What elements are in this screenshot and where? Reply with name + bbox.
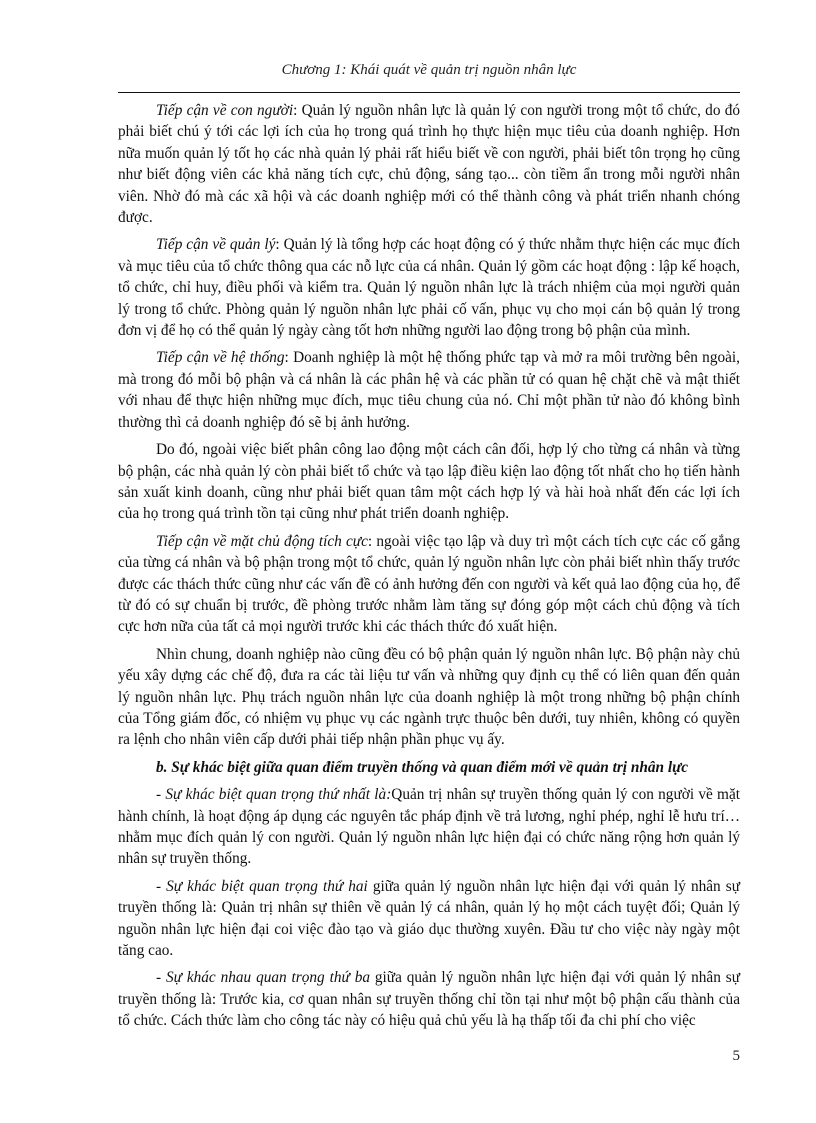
paragraph-lead: Tiếp cận về quản lý	[156, 236, 276, 254]
paragraph-text: Nhìn chung, doanh nghiệp nào cũng đều có bộ phận quản lý nguồn nhân lực. Bộ phận này chủ yếu xây dựng các chế độ, đưa ra các tài liệu tư vấn và những quy định cụ thể có liên quan đến quản lý nguồn nhân lực. Phụ trách nguồn nhân lực của doanh nghiệp là một trong những bộ phận chính của Tổng giám đốc, có nhiệm vụ phục vụ các ngành trực thuộc bên dưới, tuy nhiên, không có quyền ra lệnh cho nhân viên cấp dưới phải tiếp nhận phần phục vụ ấy.	[118, 645, 740, 749]
difference-item	[118, 784, 740, 870]
paragraph-text: : Quản lý nguồn nhân lực là quản lý con người trong một tổ chức, do đó phải biết chú ý tới các lợi ích của họ trong quá trình họ thực hiện mục tiêu của doanh nghiệp. Hơn nữa muốn quản lý tốt họ các nhà quản lý phải rất hiểu biết về con người, phải biết tôn trọng họ cũng như biết động viên các khả năng tích cực, chủ động, sáng tạo... còn tiềm ẩn trong mỗi người nhân viên. Nhờ đó mà các xã hội và các doanh nghiệp mới có thể thành công và phát triển nhanh chóng được.	[118, 102, 740, 227]
section-heading: b. Sự khác biệt giữa quan điểm truyền thống và quan điểm mới về quản trị nhân lực	[156, 758, 689, 776]
paragraph-text: : Doanh nghiệp là một hệ thống phức tạp và mở ra môi trường bên ngoài, mà trong đó mỗi bộ phận và cá nhân là các phân hệ và các phần tử có quan hệ chặt chẽ và mật thiết với nhau để thực hiện những mục đích, mục tiêu chung của nó. Chỉ một phần tử nào đó không bình thường thì cả doanh nghiệp đó sẽ bị ảnh hưởng.	[118, 349, 740, 431]
paragraph-text: : ngoài việc tạo lập và duy trì một cách tích cực các cố gắng của từng cá nhân và bộ phận trong một tổ chức, quản lý nguồn nhân lực còn phải biết nhìn thấy trước được các thách thức cũng như các vấn đề có ảnh hưởng đến con người và kết quả lao động của họ, để từ đó có sự chuẩn bị trước, đề phòng trước nhằm làm tăng sự đóng góp một cách chủ động và tích cực hơn nữa của tất cả mọi người trước khi các thách thức đó xuất hiện.	[118, 532, 740, 636]
difference-lead: - Sự khác nhau quan trọng thứ ba	[156, 969, 370, 987]
page-number: 5	[732, 1048, 740, 1064]
paragraph	[118, 100, 740, 228]
difference-text: Quản trị nhân sự truyền thống quản lý con người về mặt hành chính, là hoạt động áp dụng các nguyên tắc pháp định về trả lương, nghỉ phép, nghỉ lễ hưu trí… nhằm mục đích quản lý con người. Quản lý nguồn nhân lực hiện đại có chức năng rộng hơn quản lý nhân sự truyền thống.	[118, 786, 740, 868]
paragraph	[118, 531, 740, 638]
difference-text: giữa quản lý nguồn nhân lực hiện đại với quản lý nhân sự truyền thống là: Quản trị nhân sự thiên về quản lý cá nhân, quản lý họ một cách tuyệt đối; Quản lý nguồn nhân lực hiện đại coi việc đào tạo và giáo dục thường xuyên. Đầu tư cho việc này ngày một tăng cao.	[118, 877, 740, 960]
paragraph-text: Do đó, ngoài việc biết phân công lao động một cách cân đối, hợp lý cho từng cá nhân và từng bộ phận, các nhà quản lý còn phải biết tổ chức và tạo lập điều kiện lao động tốt nhất cho họ tiến hành sản xuất kinh doanh, cũng như phải biết quan tâm một cách hợp lý và hài hoà nhất đến các lợi ích của họ trong quá trình tồn tại cũng như phát triển doanh nghiệp.	[118, 441, 740, 523]
paragraph	[118, 347, 740, 433]
body-text	[118, 100, 740, 1038]
header-divider	[118, 92, 740, 93]
difference-item	[118, 876, 740, 962]
paragraph	[118, 234, 740, 341]
paragraph	[118, 439, 740, 525]
paragraph-lead: Tiếp cận về con người	[156, 102, 294, 119]
paragraph-lead: Tiếp cận về hệ thống	[156, 349, 285, 367]
difference-text: giữa quản lý nguồn nhân lực hiện đại với quản lý nhân sự truyền thống là: Trước kia, cơ quan nhân sự truyền thống chỉ tồn tại như một bộ phận cấu thành của tổ chức. Cách thức làm cho công tác này có hiệu quả chủ yếu là hạ thấp tối đa chi phí cho việc	[118, 969, 740, 1030]
paragraph-text: : Quản lý là tổng hợp các hoạt động có ý thức nhằm thực hiện các mục đích và mục tiêu của tổ chức thông qua các nỗ lực của cá nhân. Quản lý gồm các hoạt động : lập kế hoạch, tổ chức, chỉ huy, điều phối và kiểm tra. Quản lý nguồn nhân lực là trách nhiệm của mọi người quản lý trong tổ chức. Phòng quản lý nguồn nhân lực phải cố vấn, phục vụ cho mọi cán bộ quản lý trong đơn vị để họ có thể quản lý ngày càng tốt hơn những người lao động trong bộ phận của mình.	[118, 236, 741, 340]
difference-item	[118, 967, 740, 1031]
difference-lead: - Sự khác biệt quan trọng thứ hai	[156, 877, 368, 895]
paragraph-lead: Tiếp cận về mặt chủ động tích cực	[156, 532, 368, 550]
running-header: Chương 1: Khái quát về quản trị nguồn nhân lực	[281, 62, 577, 78]
difference-lead: - Sự khác biệt quan trọng thứ nhất là:	[156, 786, 392, 804]
paragraph	[118, 644, 740, 751]
